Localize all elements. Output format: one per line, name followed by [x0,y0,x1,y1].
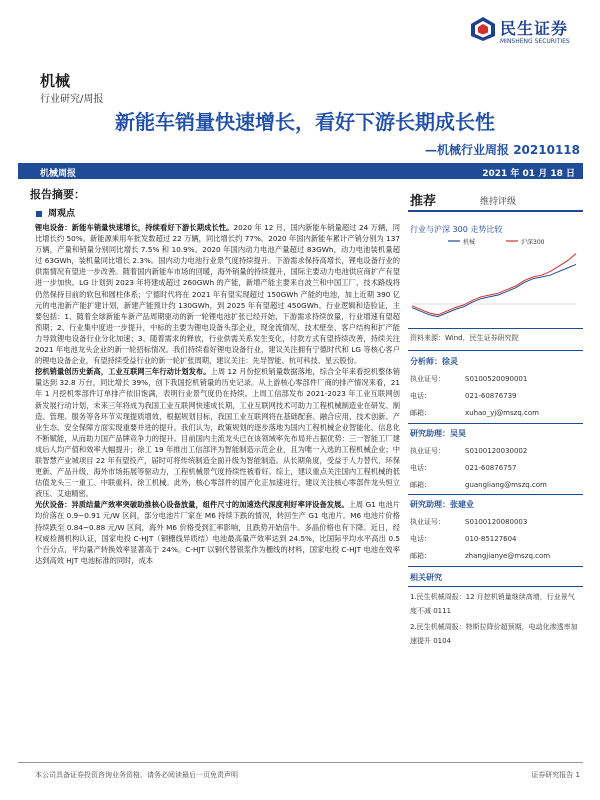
summary-paragraph [35,222,400,366]
analyst-role: 分析师：徐灵 [410,357,458,366]
analyst-email-row: 邮箱： xuhao_yj@mszq.com [410,409,539,417]
footer-divider [18,762,583,763]
divider [408,586,583,587]
analyst-email-link[interactable]: guangliang@mszq.com [465,481,547,489]
analyst-phone-row: 电话： 021-60876739 [410,392,517,400]
analyst-email-row: 邮箱： zhangjianye@mszq.com [410,552,551,560]
page-title: 新能车销量快速增长，看好下游长期成长性 [115,110,495,134]
points-heading-text: 周观点 [48,209,76,219]
points-heading [36,206,75,219]
divider [408,210,583,212]
trend-chart [408,236,580,326]
paragraph-lead: 锂电设备：新能车销量快速增长，持续看好下游长期成长性。 [35,223,234,232]
logo-mark-icon [470,16,496,42]
report-date: 2021 年 01 月 18 日 [482,169,575,179]
related-item[interactable]: 2.民生机械周报：特斯拉降价超预期，电动化渗透率加速提升 0104 [410,623,578,645]
brand-name-en: MINSHENG SECURITIES [500,38,570,45]
paragraph-text: 上周 G1 电池片均价落在 0.9~0.91 元/W 区间，部分电池片厂家在 M6 持续下跌的情况，转回生产 G1 电池片。M6 电池片价格持续跌至 0.84~0.88 元/W 区间，海外 M6 价格受到汇率影响，且跌势开始倍牛。多晶价格也有下降。近日，经权威检测机构认证，国家电投 C-HJT（铜栅线异质结）电池最高量产效率达到 24.5%，比国际平均水平高出 0.5 个百分点，平均量产转换效率显著高于 24%。C-HJT 以铜代替银浆作为栅线的材料，国家电投 C-HJT 电池在效率达到高效 HJT 电池标准的同时，成本 [35,500,400,565]
summary-body [35,222,400,754]
legend-label: 机械 [463,239,476,246]
analyst-email-link[interactable]: xuhao_yj@mszq.com [465,409,539,417]
analyst-role: 研究助理：张建业 [410,500,474,509]
summary-heading: 报告摘要： [30,188,85,201]
series-line-0 [412,264,576,316]
divider [408,566,583,567]
footer-page: 证券研究报告 1 [531,771,580,779]
analyst-email-link[interactable]: zhangjianye@mszq.com [465,552,551,560]
paragraph-lead: 光伏设备：异质结量产效率突破助推核心设备放量，组件尺寸的加速迭代深度利好率评设备发展。 [35,500,349,510]
summary-paragraph [35,366,400,499]
related-item[interactable]: 1.民生机械周报：12 月挖机销量继续高增，行业景气度不减 0111 [410,593,575,615]
rating-label: 推荐 [410,194,437,209]
paragraph-lead: 挖机销量创历史新高，工业互联网三年行动计划发布。 [35,367,211,377]
legend-label: 沪深300 [521,239,545,246]
analyst-phone-row: 电话： 021-60876757 [410,464,517,472]
banner-label: 机械周报 [40,169,77,179]
analyst-role: 研究助理：吴昊 [410,429,466,438]
square-bullet-icon [36,211,42,217]
chart-title: 行业与沪深 300 走势比较 [410,225,503,234]
divider [408,423,583,424]
analyst-cert-row: 执业证号： S0100520090001 [410,375,528,383]
footer-disclaimer: 本公司具备证券投资咨询业务资格，请务必阅读最后一页免责声明 [35,771,238,779]
analyst-cert-row: 执业证号： S0100120030002 [410,447,528,455]
industry-label: 机械 [40,72,71,90]
report-kind: 行业研究/周报 [40,94,104,105]
brand-logo [470,14,578,62]
series-line-1 [412,254,576,315]
page-subtitle: —机械行业周报 20210118 [425,143,580,157]
brand-name-cn: 民生证券 [500,19,569,38]
paragraph-text: 2020 年 12 月，国内新能车销量超过 24 万辆，同比增长约 50%。新能源乘用车批发数超过 22 万辆，同比增长约 77%。2020 年国内新能车累计产销分别为 137 万辆，产量和销量分别同比增长 7.5% 和 10.9%。2020 年国内动力电池产量超过 83GWh，动力电池装机量超过 63GWh，装机量同比增长 2.3%。国内动力电池行业景气度持续提升。下游需求保持高增长，锂电设备行业的供需情况有望进一步改善。随着国内新能车市场的回暖，海外销量的持续提升，国际主要动力电池供应商扩产有望进一步加快。LG 计划到 2023 年将建成超过 260GWh 的产能，新增产能主要来自波兰和中国工厂，技术路线将仍然保持目前的软包和圆柱体系；宁德时代将在 2021 年有望实现超过 150GWh 产能的电池，加上近期 390 亿元的电池新产能扩建计划，新建产能预计约 130GWh，到 2025 年有望超过 450GWh。行业逻辑和造验证，主要包括：1、随着全球新能车新产品周期驱动的新一轮锂电池扩张已经开始，下游需求持续放量，行业增速有望超预期；2、行业集中度进一步提升，中标的主要为锂电设备头部企业，现金流情况、技术壁垒、客户结构和扩产能力导致锂电设备行业分化加速；3、随着需求的释放，行业供需关系发生变化，付款方式有望持续改善，持续关注 2021 年电池龙头企业的新一轮招标情况。我们持续看好锂电设备行业，建议关注拥有宁德时代和 LG 等核心客户的锂电设备企业，有望持续受益行业的新一轮扩张周期，建议关注：先导智能、杭可科技、星云股份。 [35,223,400,366]
analyst-email-row: 邮箱： guangliang@mszq.com [410,481,547,489]
analyst-cert-row: 执业证号： S0100120080003 [410,518,528,526]
divider [408,328,583,329]
divider [408,494,583,495]
rating-status: 维持评级 [480,197,517,207]
chart-source: 资料来源：Wind，民生证券研究院 [410,334,519,342]
related-title: 相关研究 [410,573,442,582]
summary-paragraph [35,499,400,566]
divider [408,350,583,351]
paragraph-text: 上周 12 月份挖机销量数据落地，综合全年来看挖机整体销量达到 32.8 万台，同比增长 39%，创下我国挖机销量的历史记录。从上游核心零部件厂商的排产情况来看，21 年 1 月挖机零部件订单排产依旧饱满，表明行业景气度仍在持续。上周工信部发布 2021-2023 年工业互联网创新发展行动计划，未来三年将成为我国工业互联网快速成长期，工业互联网技术可助力工程机械制造业在研发、制造、管理、服务等各环节实现提质增效，根据规划目标，我国工业互联网将在基础配套、融合应用、技术创新、产业生态、安全保障方面实现重要并进的提升。我们认为，政策规划的逐步落地为国内工程机械企业智能化、信息化不断赋能，从而助力国产品牌竞争力的提升。目前国内主流龙头已在该领域率先布局并占据优势：三一智能工厂建成后人均产值和效率大幅提升；徐工 19 年推出工信部评为智能制造示范企业，且为唯一入选的工程机械企业；中联智慧产业城项目 22 年有望投产，届时可将传统制造全面升级为智能制造。从长期角度，受益于人力替代、环保更新、产品升级、海外市场拓展等驱动力，工程机械景气度持续性被看好。综上，建议重点关注国内工程机械的低估值龙头三一重工、中联重科、徐工机械。此外，核心零部件的国产化正加速进行，建议关注核心零部件龙头恒立液压、艾迪精密。 [35,367,400,499]
analyst-phone-row: 电话： 010-85127604 [410,535,517,543]
